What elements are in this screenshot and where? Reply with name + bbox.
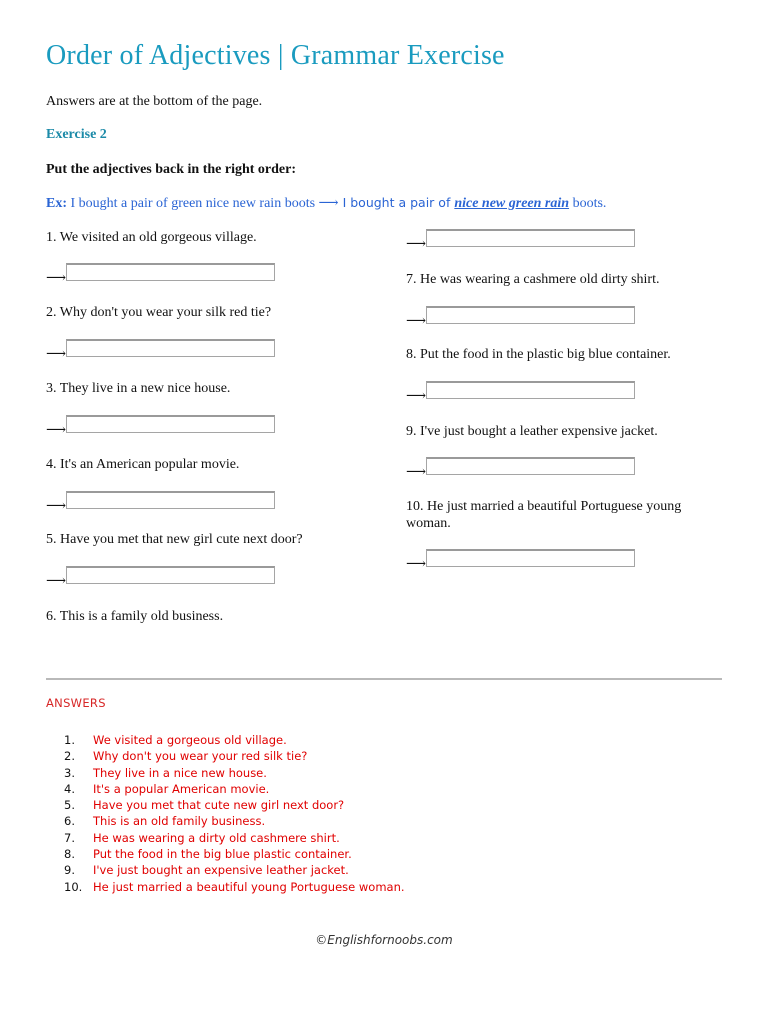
answer-item xyxy=(64,830,405,846)
answer-item xyxy=(64,765,405,781)
answer-number: 6. xyxy=(64,814,75,829)
answer-arrow-2: ⟶ xyxy=(46,347,67,362)
answer-text: Put the food in the big blue plastic container. xyxy=(93,847,352,862)
question-2: 2. Why don't you wear your silk red tie? xyxy=(46,305,272,320)
answer-arrow-8: ⟶ xyxy=(406,389,427,404)
exercise-label: Exercise 2 xyxy=(46,127,107,142)
answer-field-4[interactable] xyxy=(66,491,275,509)
answer-field-8[interactable] xyxy=(426,381,635,399)
instruction-text: Put the adjectives back in the right order: xyxy=(46,162,297,177)
answer-arrow-9: ⟶ xyxy=(406,465,427,480)
answer-number: 4. xyxy=(64,781,75,796)
page-title: Order of Adjectives | Grammar Exercise xyxy=(46,40,505,71)
answer-arrow-10: ⟶ xyxy=(406,557,427,572)
answers-list xyxy=(64,732,405,895)
answer-text: Why don't you wear your red silk tie? xyxy=(93,749,308,764)
answer-field-10[interactable] xyxy=(426,549,635,567)
answer-field-6[interactable] xyxy=(426,229,635,247)
answer-field-1[interactable] xyxy=(66,263,275,281)
answers-heading: ANSWERS xyxy=(46,696,106,710)
answer-arrow-4: ⟶ xyxy=(46,499,67,514)
question-8: 8. Put the food in the plastic big blue container. xyxy=(406,347,671,362)
answer-item xyxy=(64,732,405,748)
question-5: 5. Have you met that new girl cute next door? xyxy=(46,532,303,547)
answer-number: 3. xyxy=(64,765,75,780)
answer-arrow-7: ⟶ xyxy=(406,314,427,329)
answer-text: This is an old family business. xyxy=(93,814,266,829)
answer-number: 1. xyxy=(64,733,75,747)
example-arrow: ⟶ xyxy=(318,196,339,211)
answer-text: He just married a beautiful young Portuguese woman. xyxy=(93,879,405,894)
answer-text: Have you met that cute new girl next door? xyxy=(93,798,345,813)
example-answer-end: boots. xyxy=(569,196,607,211)
answer-arrow-5: ⟶ xyxy=(46,574,67,589)
example-prefix: Ex: xyxy=(46,196,67,211)
question-6: 6. This is a family old business. xyxy=(46,609,224,624)
answer-field-3[interactable] xyxy=(66,415,275,433)
answer-number: 2. xyxy=(64,749,75,764)
answer-text: I've just bought an expensive leather jacket. xyxy=(93,863,349,878)
footer-copyright: ©Englishfornoobs.com xyxy=(315,933,453,947)
answer-number: 10. xyxy=(64,879,83,894)
answer-field-7[interactable] xyxy=(426,306,635,324)
intro-text: Answers are at the bottom of the page. xyxy=(46,94,263,109)
answer-field-5[interactable] xyxy=(66,566,275,584)
answer-item xyxy=(64,846,405,862)
answer-number: 8. xyxy=(64,847,75,862)
question-1: 1. We visited an old gorgeous village. xyxy=(46,230,257,245)
answer-number: 5. xyxy=(64,798,75,813)
answer-text: We visited a gorgeous old village. xyxy=(93,733,287,747)
answer-text: He was wearing a dirty old cashmere shirt. xyxy=(93,830,340,845)
answer-item xyxy=(64,781,405,797)
answer-field-9[interactable] xyxy=(426,457,635,475)
section-divider xyxy=(46,678,722,680)
answer-number: 7. xyxy=(64,830,75,845)
answer-field-2[interactable] xyxy=(66,339,275,357)
answer-arrow-6: ⟶ xyxy=(406,237,427,252)
answer-item xyxy=(64,748,405,764)
answer-arrow-1: ⟶ xyxy=(46,271,67,286)
answer-text: It's a popular American movie. xyxy=(93,781,270,796)
question-4: 4. It's an American popular movie. xyxy=(46,457,240,472)
answer-number: 9. xyxy=(64,863,75,878)
answer-item xyxy=(64,862,405,878)
question-3: 3. They live in a new nice house. xyxy=(46,381,231,396)
example-answer-emphasis: nice new green rain xyxy=(454,196,570,211)
answer-text: They live in a nice new house. xyxy=(93,765,267,780)
answer-item xyxy=(64,813,405,829)
question-9: 9. I've just bought a leather expensive jacket. xyxy=(406,424,658,439)
answer-item xyxy=(64,879,405,895)
example-answer-start: I bought a pair of xyxy=(338,195,455,210)
example-sentence: I bought a pair of green nice new rain boots xyxy=(67,196,319,211)
question-10: 10. He just married a beautiful Portuguese young woman. xyxy=(406,499,682,531)
answer-item xyxy=(64,797,405,813)
answer-arrow-3: ⟶ xyxy=(46,423,67,438)
example-line xyxy=(46,195,606,212)
question-7: 7. He was wearing a cashmere old dirty shirt. xyxy=(406,272,660,287)
